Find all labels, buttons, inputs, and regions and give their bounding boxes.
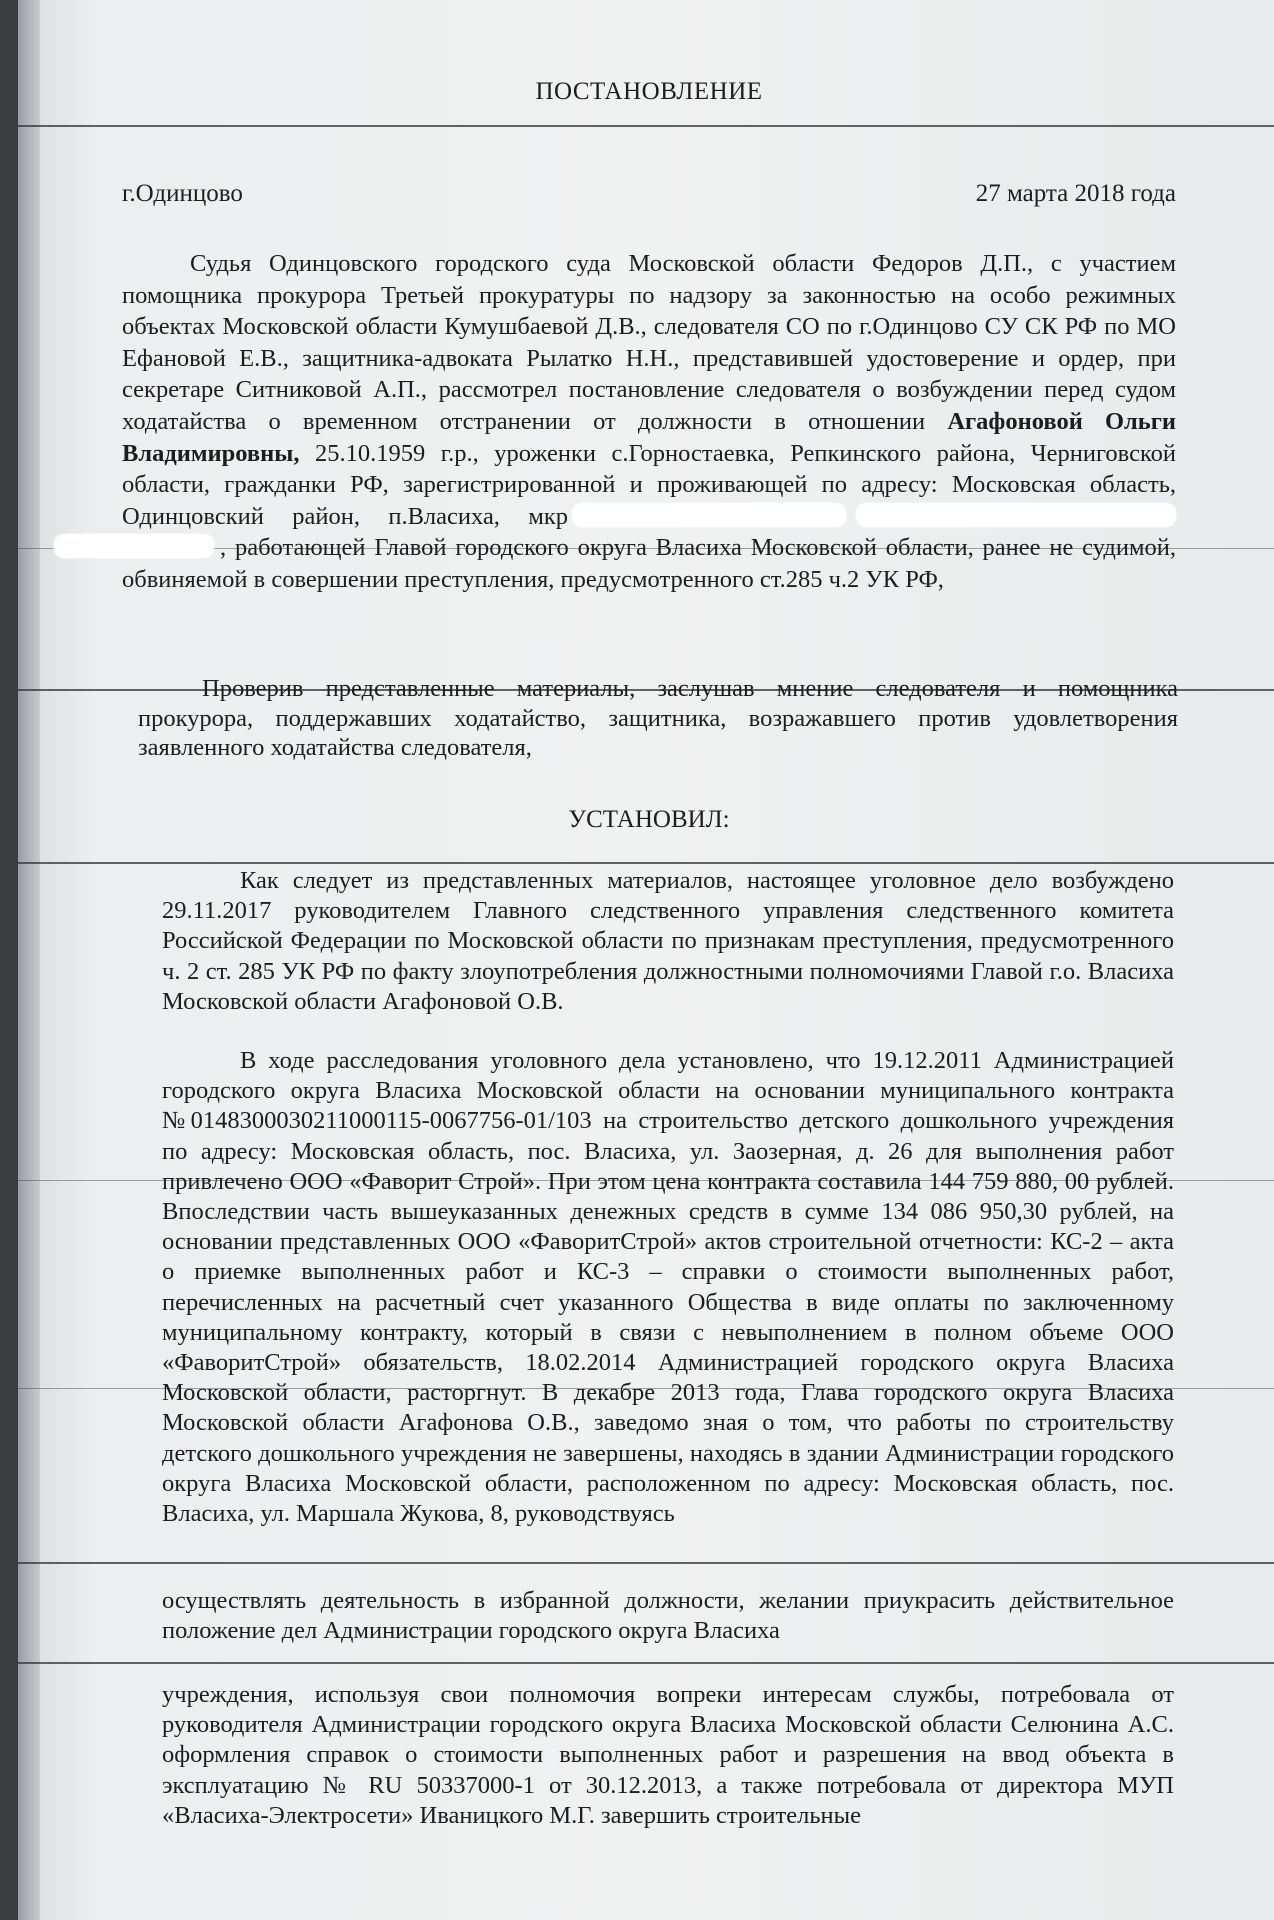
document-title: ПОСТАНОВЛЕНИЕ [535, 78, 763, 105]
established-paragraph-1: Как следует из представленных материалов, настоящее уголовное дело возбуждено 29.11.2017 руководителем Главного следственного управления следственного комитета Российской Федерации по Московской области по признакам преступления, предусмотренного ч. 2 ст. 285 УК РФ по факту злоупотребления должностными полномочиями Главой г.о. Власиха Московской области Агафоновой О.В. [162, 867, 1174, 1015]
established-paragraph-2: В ходе расследования уголовного дела установлено, что 19.12.2011 Администрацией городского округа Власиха Московской области на основании муниципального контракта №0148300030211000115-0067756-01/103 на строительство детского дошкольного учреждения по адресу: Московская область, пос. Власиха, ул. Заозерная, д. 26 для выполнения работ привлечено ООО «Фаворит Строй». При этом цена контракта составила 144 759 880, 00 рублей. Впоследствии часть вышеуказанных денежных средств в сумме 134 086 950,30 рублей, на основании представленных ООО «ФаворитСтрой» актов строительной отчетности: КС-2 – акта о приемке выполненных работ и КС-3 – справки о стоимости выполненных работ, перечисленных на расчетный счет указанного Общества в виде оплаты по заключенному муниципальному контракту, который в связи с невыполнением в полном объеме ООО «ФаворитСтрой» обязательств, 18.02.2014 Администрацией городского округа Власиха Московской области, расторгнут. В декабре 2013 года, Глава городского округа Власиха Московской области Агафонова О.В., заведомо зная о том, что работы по строительству детского дошкольного учреждения не завершены, находясь в здании Администрации городского округа Власиха Московской области, расположенном по адресу: Московская область, пос. Власиха, ул. Маршала Жукова, 8, руководствуясь [162, 1047, 1174, 1528]
review-paragraph: Проверив представленные материалы, заслушав мнение следователя и помощника прокурора, поддержавших ходатайство, защитника, возражавшего против удовлетворения заявленного ходатайства следователя, [138, 675, 1178, 761]
defendant-name: Агафоновой Ольги Владимировны, [122, 407, 1177, 467]
intro-text-part2: 25.10.1959 г.р., уроженки с.Горностаевка, Репкинского района, Черниговской области, гражданки РФ, зарегистрированной и проживающей по адресу: Московская область, Одинцовский район, п.Власиха, мкр [122, 439, 1177, 530]
redaction-mark [572, 503, 846, 527]
document-page [18, 0, 1274, 1920]
page-fold-line [18, 1562, 1274, 1564]
established-paragraph-3a: осуществлять деятельность в избранной должности, желании приукрасить действительное положение дел Администрации городского округа Власиха [162, 1587, 1174, 1645]
page-fold-line [18, 125, 1274, 127]
section-heading-established: УСТАНОВИЛ: [568, 806, 730, 833]
redaction-mark [856, 503, 1176, 527]
page-edge-shadow [18, 0, 40, 1920]
intro-text-part1: Судья Одинцовского городского суда Московской области Федоров Д.П., с участием помощника прокурора Третьей прокуратуры по надзору за законностью на особо режимных объектах Московской области Кумушбаевой Д.В., следователя СО по г.Одинцово СУ СК РФ по МО Ефановой Е.В., защитника-адвоката Рылатко Н.Н., представившей удостоверение и ордер, при секретаре Ситниковой А.П., рассмотрел постановление следователя о возбуждении перед судом ходатайства о временном отстранении от должности в отношении [122, 250, 1176, 435]
established-paragraph-3b: учреждения, используя свои полномочия вопреки интересам службы, потребовала от руководителя Администрации городского округа Власиха Московской области Селюнина А.С. оформления справок о стоимости выполненных работ и разрешения на ввод объекта в эксплуатацию № RU 50337000-1 от 30.12.2013, а также потребовала от директора МУП «Власиха-Электросети» Иваницкого М.Г. завершить строительные [162, 1681, 1174, 1829]
intro-paragraph [122, 248, 1176, 596]
redaction-mark [54, 534, 214, 558]
page-fold-line [18, 862, 1274, 864]
page-fold-line [18, 1662, 1274, 1664]
document-date: 27 марта 2018 года [975, 180, 1176, 207]
document-city: г.Одинцово [122, 180, 243, 207]
intro-text-part3: , работающей Главой городского округа Власиха Московской области, ранее не судимой, обвиняемой в совершении преступления, предусмотренного ст.285 ч.2 УК РФ, [122, 534, 1176, 593]
